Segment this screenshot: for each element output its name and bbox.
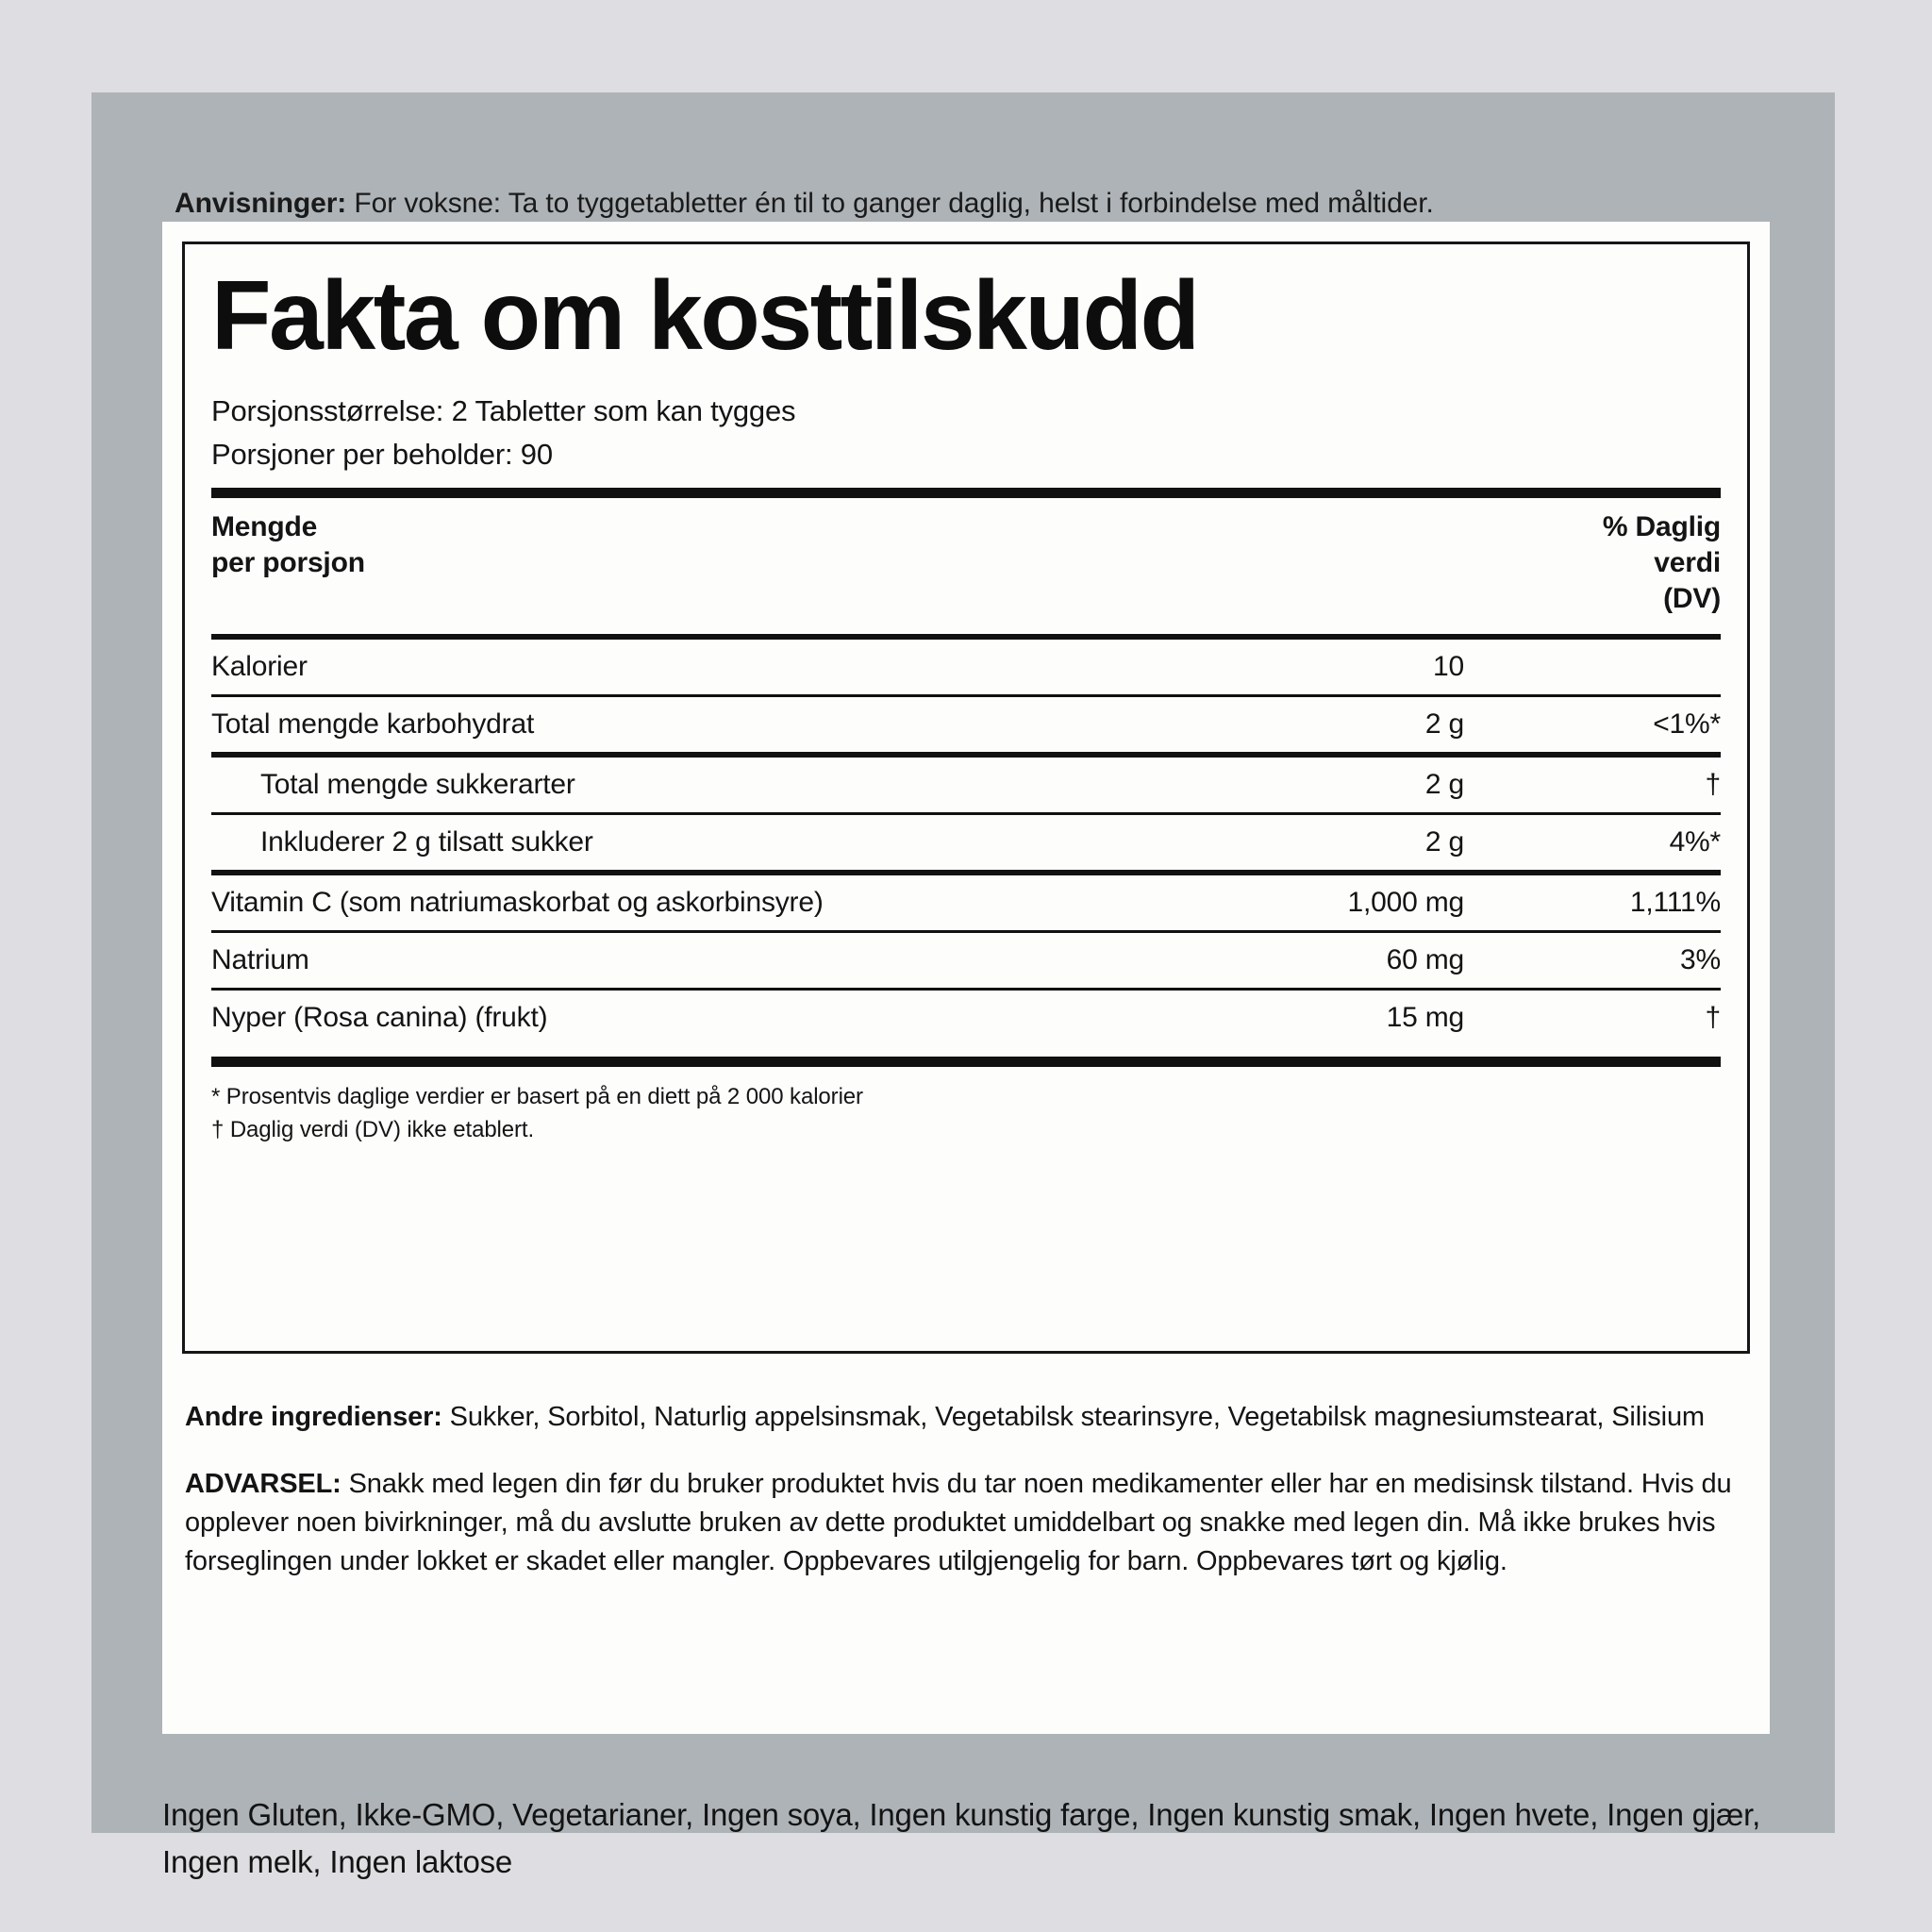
nutrient-dv: † [1705,769,1721,800]
warning-label: ADVARSEL: [185,1469,341,1499]
supplement-facts-box [182,242,1750,1354]
amount-per-serving-header [211,498,1464,634]
supplement-label-panel [92,92,1835,1879]
servings-per-container: Porsjoner per beholder: 90 [211,438,553,471]
supplement-facts-card [162,222,1770,1734]
label-footer-text [185,1371,1747,1608]
nutrient-name: Total mengde karbohydrat [211,708,535,740]
footnote-dagger: † Daglig verdi (DV) ikke etablert. [211,1117,535,1142]
nutrient-dv: 4%* [1669,826,1721,858]
nutrient-amount: 2 g [1424,769,1464,800]
directions-label: Anvisninger: [175,188,347,219]
daily-value-header [1464,498,1721,634]
directions-text [175,185,1778,223]
other-ingredients-label: Andre ingredienser: [185,1402,442,1432]
supplement-facts-title: Fakta om kosttilskudd [211,261,1198,371]
directions-body: For voksne: Ta to tyggetabletter én til to ganger daglig, helst i forbindelse med måltider. [346,188,1434,219]
other-ingredients-body: Sukker, Sorbitol, Naturlig appelsinsmak, Vegetabilsk stearinsyre, Vegetabilsk magnesiumstearat, Silisium [441,1402,1705,1432]
nutrient-name: Kalorier [211,651,308,682]
nutrient-amount: 2 g [1424,708,1464,740]
table-row [211,815,1721,870]
nutrient-name: Total mengde sukkerarter [260,769,575,800]
nutrient-name: Nyper (Rosa canina) (frukt) [211,1002,548,1033]
nutrient-dv: 1,111% [1629,887,1721,918]
dv-header-line2: verdi [1654,547,1721,578]
nutrient-name: Natrium [211,944,309,975]
nutrient-name: Vitamin C (som natriumaskorbat og askorbinsyre) [211,887,824,918]
table-row [211,991,1721,1045]
nutrient-dv: 3% [1680,944,1721,975]
serving-info [211,390,1721,476]
table-row [211,640,1721,694]
divider-thick-top [211,488,1721,498]
table-row [211,697,1721,752]
divider-thick-bottom [211,1057,1721,1067]
nutrient-amount: 15 mg [1386,1002,1464,1033]
table-row [211,875,1721,930]
amount-header-line2: per porsjon [211,547,365,578]
nutrient-dv [1464,640,1721,694]
nutrient-amount: 2 g [1424,826,1464,858]
nutrient-name: Inkluderer 2 g tilsatt sukker [260,826,593,858]
dv-header-line3: (DV) [1663,583,1721,614]
footnotes [211,1080,1721,1146]
warning-text [185,1465,1747,1581]
amount-header-line1: Mengde [211,511,318,542]
nutrient-dv: <1%* [1653,708,1721,740]
table-row [211,933,1721,988]
nutrient-dv: † [1705,1002,1721,1033]
nutrient-table [211,498,1721,1045]
nutrient-amount: 60 mg [1386,944,1464,975]
free-from-claims: Ingen Gluten, Ikke-GMO, Vegetarianer, Ingen soya, Ingen kunstig farge, Ingen kunstig smak, Ingen hvete, Ingen gjær, Ingen melk, Ingen laktose [162,1797,1761,1879]
warning-body: Snakk med legen din før du bruker produktet hvis du tar noen medikamenter eller har en medisinsk tilstand. Hvis du opplever noen bivirkninger, må du avslutte bruken av dette produktet umiddelbart og snakke med legen din. Må ikke brukes hvis forseglingen under lokket er skadet eller mangler. Oppbevares utilgjengelig for barn. Oppbevares tørt og kjølig. [185,1469,1732,1576]
table-header-row [211,498,1721,634]
footnote-asterisk: * Prosentvis daglige verdier er basert på en diett på 2 000 kalorier [211,1084,863,1109]
other-ingredients [185,1398,1747,1437]
nutrient-amount: 1,000 mg [1347,887,1464,918]
dv-header-line1: % Daglig [1602,511,1721,542]
nutrient-amount: 10 [1433,651,1464,682]
serving-size: Porsjonsstørrelse: 2 Tabletter som kan tygges [211,394,796,427]
table-row [211,758,1721,812]
